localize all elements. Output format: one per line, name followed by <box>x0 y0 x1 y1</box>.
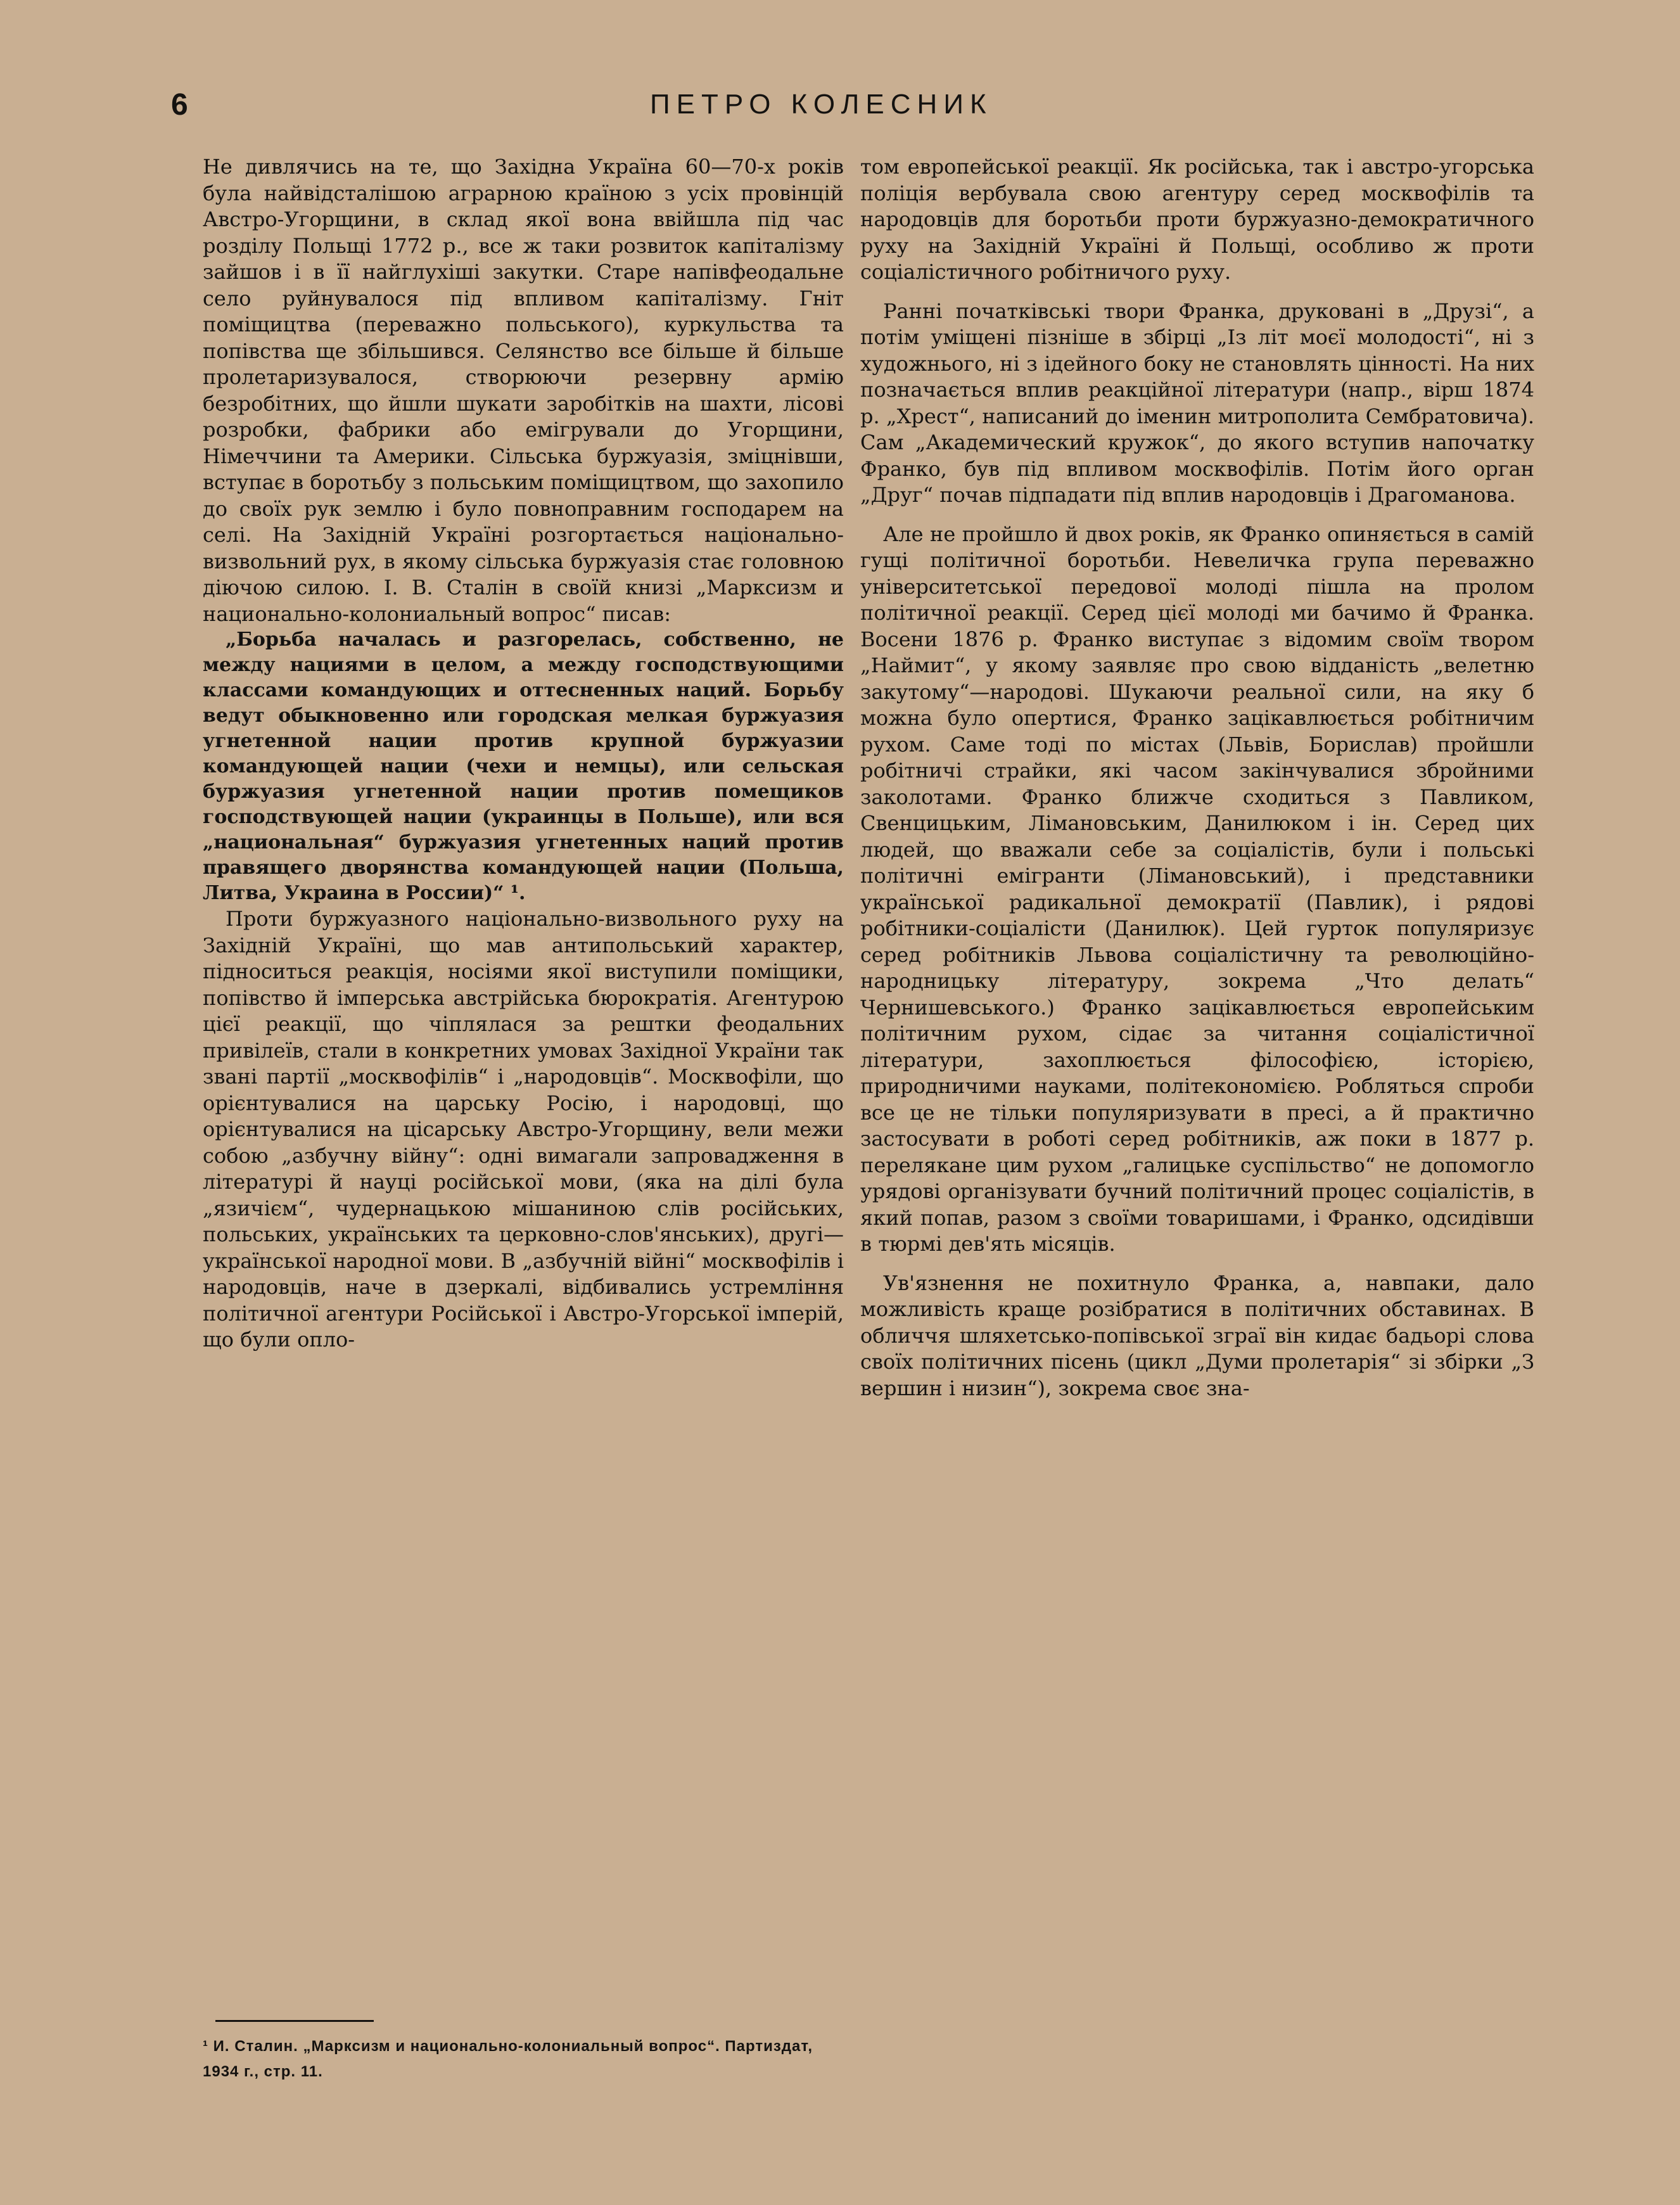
paragraph-early-works: Ранні початківські твори Франка, друковані в „Друзі“, а потім уміщені пізніше в збірці „Із літ моєї молодості“, ні з художнього, ні з ідейного боку не становлять цінності. На них позначається вплив реакційної літератури (напр., вірш 1874 р. „Хрест“, написаний до іменин митрополита Сембратовича). Сам „Академический кружок“, до якого вступив напочатку Франко, був під впливом москвофілів. Потім його орган „Друг“ почав підпадати під вплив народовців і Драгоманова. <box>860 298 1534 507</box>
left-column <box>203 154 844 1353</box>
paragraph-intro: Не дивлячись на те, що Західна Україна 60—70-х років була найвідсталішою аграрною країною з усіх провінцій Австро-Угорщини, в склад якої вона ввійшла під час розділу Польщі 1772 р., все ж таки розвиток капіталізму зайшов і в її найглухіші закутки. Старе напівфеодальне село руйнувалося під впливом капіталізму. Гніт поміщицтва (переважно польського), куркульства та попівства ще збільшився. Селянство все більше й більше пролетаризувалося, створюючи резервну армію безробітних, що йшли шукати заробітків на шахти, лісові розробки, фабрики або емігрували до Угорщини, Німеччини та Америки. Сільська буржуазія, зміцнівши, вступає в боротьбу з польським поміщицтвом, що захопило до своїх рук землю і було повноправним господарем на селі. На Західній Україні розгортається національно-визвольний рух, в якому сільська буржуазія стає головною діючою силою. І. В. Сталін в своїй книзі „Марксизм и национально-колониальный вопрос“ писав: <box>203 155 844 626</box>
paragraph-imprisonment: Ув'язнення не похитнуло Франка, а, навпаки, дало можливість краще розібратися в політичних обставинах. В обличчя шляхетсько-попівської зграї він кидає бадьорі слова своїх політичних пісень (цикл „Думи пролетарія“ зі збірки „З вершин і низин“), зокрема своє зна- <box>860 1270 1534 1400</box>
footnote: ¹ И. Сталин. „Марксизм и национально-колониальный вопрос“. Партиздат, 1934 г., стр. 11. <box>203 2038 813 2080</box>
paragraph-continuation: том европейської реакції. Як російська, так і австро-угорська поліція вербувала свою агентуру серед москвофілів та народовців для боротьби проти буржуазно-демократичного руху на Західній Україні й Польщі, особливо ж проти соціалістичного робітничого руху. <box>860 155 1534 284</box>
paragraph-political-struggle: Але не пройшло й двох років, як Франко опиняється в самій гущі політичної боротьби. Невеличка група переважно університетської передової молоді пішла на пролом політичної реакції. Серед цієї молоді ми бачимо й Франка. Восени 1876 р. Франко виступає з відомим своїм твором „Наймит“, у якому заявляє про свою відданість „велетню закутому“—народові. Шукаючи реальної сили, на яку б можна було опертися, Франко зацікавлюється робітничим рухом. Саме тоді по містах (Львів, Борислав) пройшли робітничі страйки, які часом закінчувалися збройними заколотами. Франко ближче сходиться з Павликом, Свенцицьким, Лімановським, Данилюком і ін. Серед цих людей, що вважали себе за соціалістів, були і польські політичні емігранти (Лімановський), і представники української радикальної демократії (Павлик), і рядові робітники-соціалісти (Данилюк). Цей гурток популяризує серед робітників Львова соціалістичну та революційно-народницьку літературу, зокрема „Что делать“ Чернишевського.) Франко зацікавлюється европейським політичним рухом, сідає за читання соціалістичної літератури, захоплюється філософією, історією, природничими науками, політекономією. Робляться спроби все це не тільки популяризувати в пресі, а й практично застосувати в роботі серед робітників, аж поки в 1877 р. перелякане цим рухом „галицьке суспільство“ не допомогло урядові організувати бучний політичний процес соціалістів, в який попав, разом з своїми товаришами, і Франко, одсидівши в тюрмі дев'ять місяців. <box>860 521 1534 1256</box>
page-number: 6 <box>171 88 188 122</box>
paragraph-reaction: Проти буржуазного національно-визвольного руху на Західній Україні, що мав антипольський характер, підноситься реакція, носіями якої виступили поміщики, попівство й імперська австрійська бюрократія. Агентурою цієї реакції, що чіплялася за рештки феодальних привілеїв, стали в конкретних умовах Західної України так звані партії „москвофілів“ і „народовців“. Москвофіли, що орієнтувалися на царську Росію, і народовці, що орієнтувалися на цісарську Австро-Угорщину, вели межи собою „азбучну війну“: одні вимагали запровадження в літературі й науці російської мови, (яка на ділі була „язичієм“, чудернацькою мішаниною слів російських, польських, українських та церковно-слов'янських), другі—української народної мови. В „азбучній війні“ москвофілів і народовців, наче в дзеркалі, відбивались устремління політичної агентури Російської і Австро-Угорської імперій, що були опло- <box>203 907 844 1352</box>
footnote-divider <box>215 2020 374 2022</box>
stalin-quote: „Борьба началась и разгорелась, собственно, не между нациями в целом, а между господствующими классами командующих и оттесненных наций. Борьбу ведут обыкновенно или городская мелкая буржуазия угнетенной нации против крупной буржуазии командующей нации (чехи и немцы), или сельская буржуазия угнетенной нации против помещиков господствующей нации (украинцы в Польше), или вся „национальная“ буржуазия угнетенных наций против правящего дворянства командующей нации (Польша, Литва, Украина в России)“ ¹. <box>203 629 844 904</box>
right-column <box>860 154 1534 1402</box>
running-title: ПЕТРО КОЛЕСНИК <box>650 89 993 120</box>
